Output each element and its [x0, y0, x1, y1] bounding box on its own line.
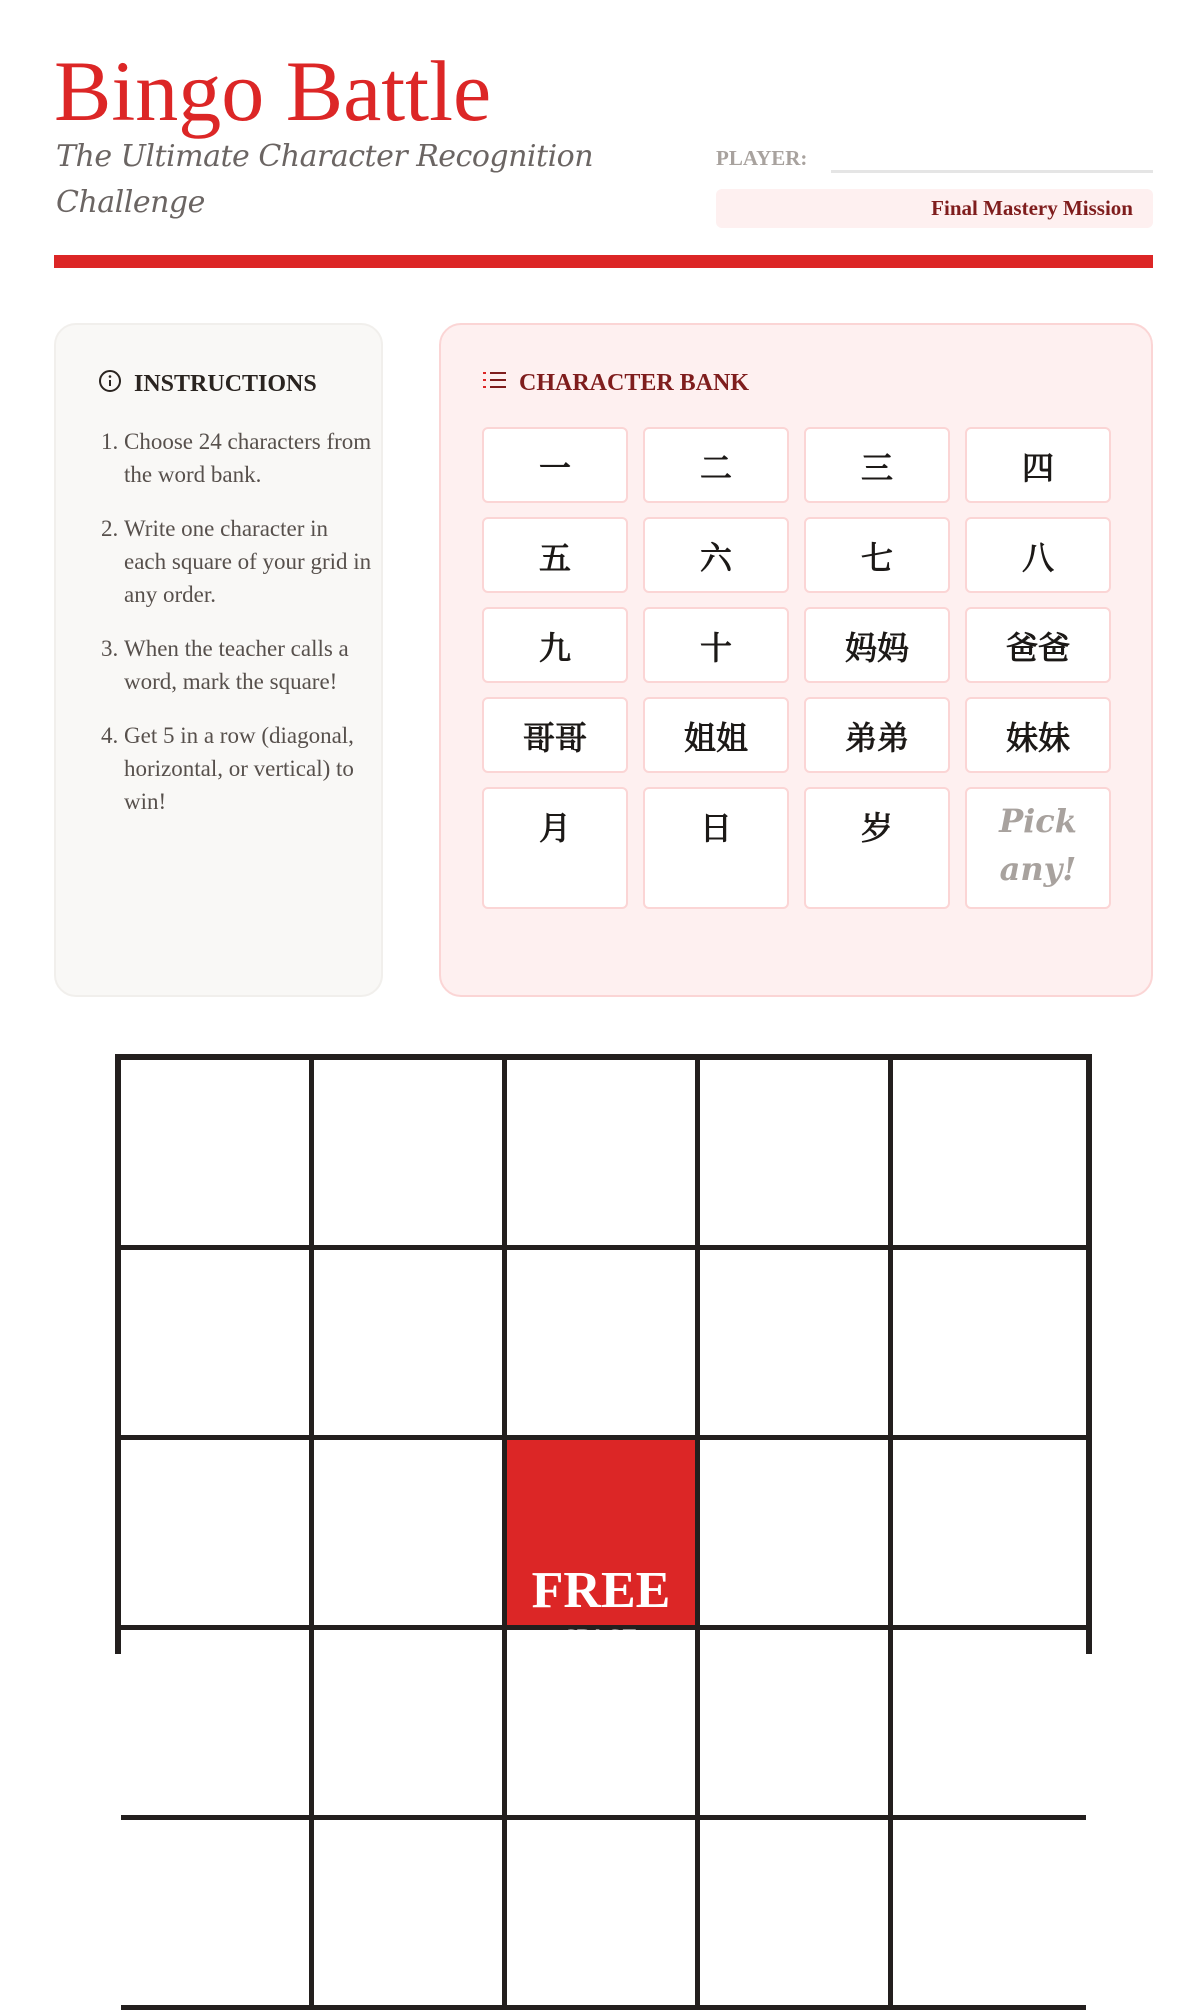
bingo-cell[interactable]	[700, 1060, 893, 1250]
bingo-cell[interactable]	[507, 1250, 700, 1440]
bingo-cell[interactable]	[121, 1820, 314, 2010]
instruction-step: 1. Choose 24 characters from the word bank.	[124, 425, 374, 491]
bingo-cell[interactable]	[893, 1630, 1086, 1820]
character-bank-grid	[482, 427, 1111, 909]
character-bank-heading-text: CHARACTER BANK	[519, 370, 750, 396]
bingo-cell[interactable]	[700, 1820, 893, 2010]
mission-badge: Final Mastery Mission	[716, 189, 1153, 228]
character-tile: 二	[643, 427, 789, 503]
character-tile: 四	[965, 427, 1111, 503]
bingo-cell[interactable]	[314, 1250, 507, 1440]
bingo-cell[interactable]	[121, 1060, 314, 1250]
character-tile: 月	[482, 787, 628, 909]
bingo-cell[interactable]	[121, 1440, 314, 1630]
pick-any-tile: Pick any!	[965, 787, 1111, 909]
bingo-cell[interactable]	[893, 1820, 1086, 2010]
character-tile: 岁	[804, 787, 950, 909]
header-divider	[54, 255, 1153, 268]
character-tile: 十	[643, 607, 789, 683]
bingo-cell[interactable]	[893, 1060, 1086, 1250]
player-label: PLAYER:	[716, 146, 808, 170]
instructions-card	[54, 323, 383, 997]
info-icon	[98, 369, 122, 400]
bingo-cell[interactable]	[314, 1820, 507, 2010]
list-icon	[483, 369, 507, 398]
bingo-cell[interactable]	[121, 1630, 314, 1820]
character-tile: 日	[643, 787, 789, 909]
bingo-cell[interactable]	[893, 1440, 1086, 1630]
character-tile: 爸爸	[965, 607, 1111, 683]
character-tile: 五	[482, 517, 628, 593]
bingo-cell[interactable]	[700, 1250, 893, 1440]
bingo-cell[interactable]	[314, 1440, 507, 1630]
character-tile: 弟弟	[804, 697, 950, 773]
character-tile: 八	[965, 517, 1111, 593]
bingo-cell[interactable]	[700, 1440, 893, 1630]
instruction-step: 2. Write one character in each square of your grid in any order.	[124, 512, 374, 611]
instructions-heading	[98, 369, 317, 400]
player-name-field[interactable]	[831, 170, 1153, 173]
character-tile: 妹妹	[965, 697, 1111, 773]
character-tile: 七	[804, 517, 950, 593]
instructions-list	[96, 425, 374, 839]
character-tile: 妈妈	[804, 607, 950, 683]
bingo-cell[interactable]	[700, 1630, 893, 1820]
free-label: FREE	[531, 1561, 671, 1619]
page-title: Bingo Battle	[54, 43, 492, 139]
character-tile: 一	[482, 427, 628, 503]
character-tile: 九	[482, 607, 628, 683]
instructions-heading-text: INSTRUCTIONS	[134, 371, 317, 397]
bingo-cell[interactable]	[893, 1250, 1086, 1440]
instruction-step: 3. When the teacher calls a word, mark the square!	[124, 632, 374, 698]
character-tile: 六	[643, 517, 789, 593]
bingo-cell[interactable]	[314, 1630, 507, 1820]
page-subtitle: The Ultimate Character Recognition Challenge	[56, 139, 594, 220]
character-bank-heading	[483, 369, 749, 398]
character-tile: 哥哥	[482, 697, 628, 773]
bingo-cell[interactable]	[121, 1250, 314, 1440]
bingo-cell[interactable]	[314, 1060, 507, 1250]
character-tile: 三	[804, 427, 950, 503]
instruction-step: 4. Get 5 in a row (diagonal, horizontal, or vertical) to win!	[124, 719, 374, 818]
free-space-cell	[507, 1440, 700, 1630]
bingo-board	[115, 1054, 1092, 1654]
bingo-cell[interactable]	[507, 1060, 700, 1250]
bingo-cell[interactable]	[507, 1820, 700, 2010]
character-bank-card	[439, 323, 1153, 997]
bingo-cell[interactable]	[507, 1630, 700, 1820]
character-tile: 姐姐	[643, 697, 789, 773]
